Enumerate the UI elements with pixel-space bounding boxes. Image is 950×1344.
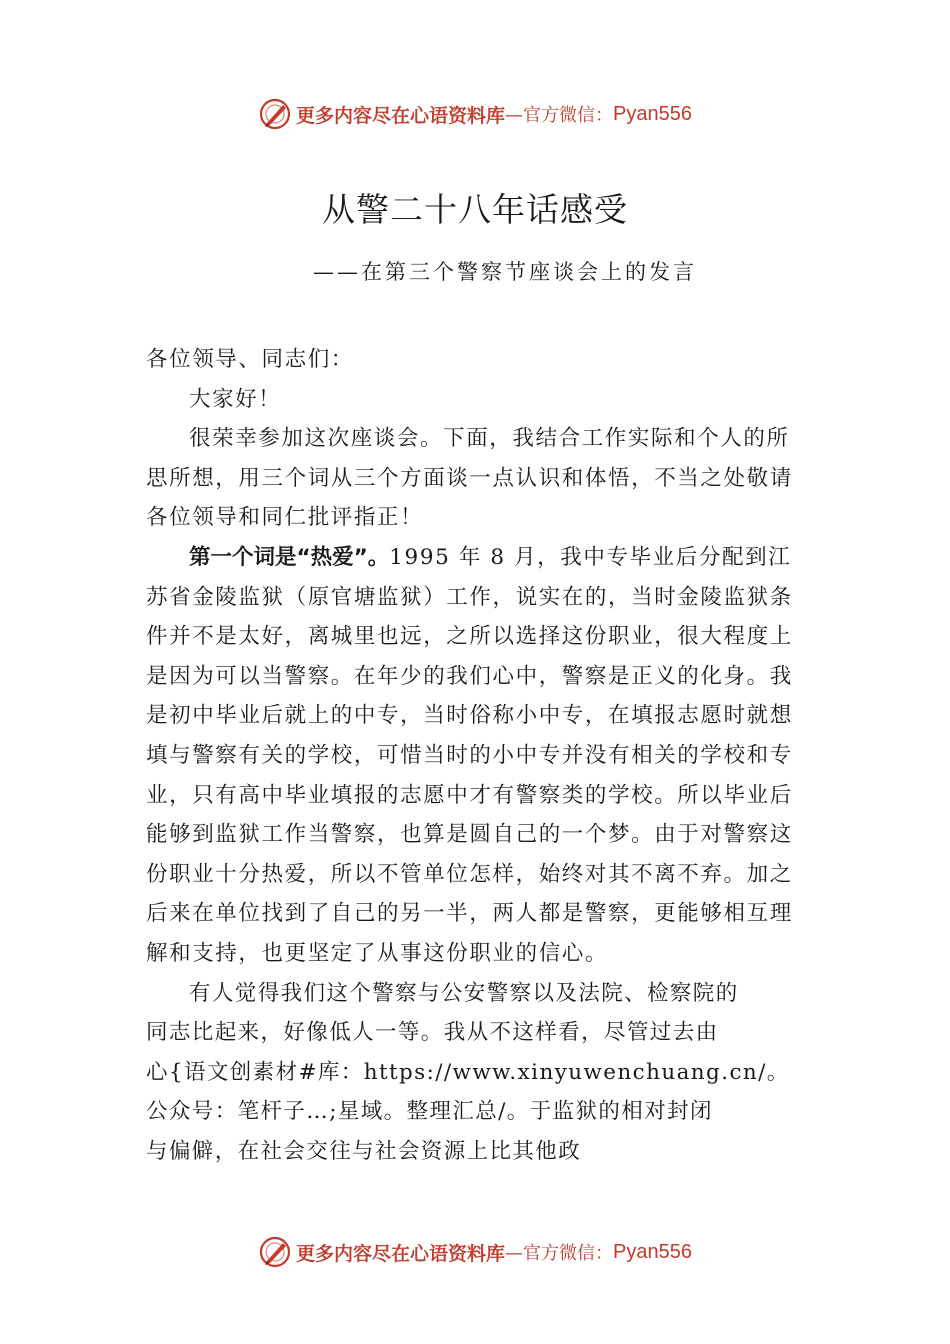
paragraph-passion-text: 1995 年 8 月，我中专毕业后分配到江苏省金陵监狱（原官塘监狱）工作，说实在的，当时金陵监狱条件并不是太好，离城里也远，之所以选择这份职业，很大程度上是因为可以当警察。在年少的我们心中，警察是正义的化身。我是初中毕业后就上的中专，当时俗称小中专，在填报志愿时就想填与警察有关的学校，可惜当时的小中专并没有相关的学校和专业，只有高中毕业填报的志愿中才有警察类的学校。所以毕业后能够到监狱工作当警察，也算是圆自己的一个梦。由于对警察这份职业十分热爱，所以不管单位怎样，始终对其不离不弃。加之后来在单位找到了自己的另一半，两人都是警察，更能够相互理解和支持，也更坚定了从事这份职业的信心。: [146, 544, 793, 966]
paragraph-line: 与偏僻，在社会交往与社会资源上比其他政: [146, 1138, 582, 1164]
paragraph-line: 有人觉得我们这个警察与公安警察以及法院、检察院的: [189, 980, 739, 1006]
pen-logo-icon: [258, 97, 292, 131]
salutation: 各位领导、同志们：: [146, 347, 354, 372]
greeting: 大家好！: [189, 386, 282, 412]
watermark-separator: —官方微信：: [505, 1243, 614, 1264]
watermark-wechat-id: Pyan556: [613, 1240, 692, 1263]
paragraph-passion: [146, 538, 808, 974]
watermark-brand: 更多内容尽在心语资料库: [296, 104, 506, 127]
paragraph-line: 同志比起来，好像低人一等。我从不这样看，尽管过去由: [146, 1020, 719, 1046]
header-watermark: [0, 94, 950, 134]
section-heading-passion: 第一个词是“热爱”。: [189, 544, 390, 570]
document-body: [146, 340, 808, 1171]
document-subtitle: ——在第三个警察节座谈会上的发言: [313, 260, 697, 284]
paragraph-line: 公众号：笔杆子…;星域。整理汇总/。于监狱的相对封闭: [146, 1099, 713, 1125]
footer-watermark: [0, 1232, 950, 1272]
watermark-wechat-id: Pyan556: [613, 102, 692, 125]
paragraph-intro: 很荣幸参加这次座谈会。下面，我结合工作实际和个人的所思所想，用三个词从三个方面谈一点认识和体悟，不当之处敬请各位领导和同仁批评指正！: [146, 426, 793, 531]
watermark-separator: —官方微信：: [505, 105, 614, 126]
pen-logo-icon: [258, 1235, 292, 1269]
paragraph-line: 心{语文创素材#库：https://www.xinyuwenchuang.cn/。: [146, 1059, 790, 1085]
document-title: 从警二十八年话感受: [322, 190, 628, 229]
watermark-brand: 更多内容尽在心语资料库: [296, 1242, 506, 1265]
